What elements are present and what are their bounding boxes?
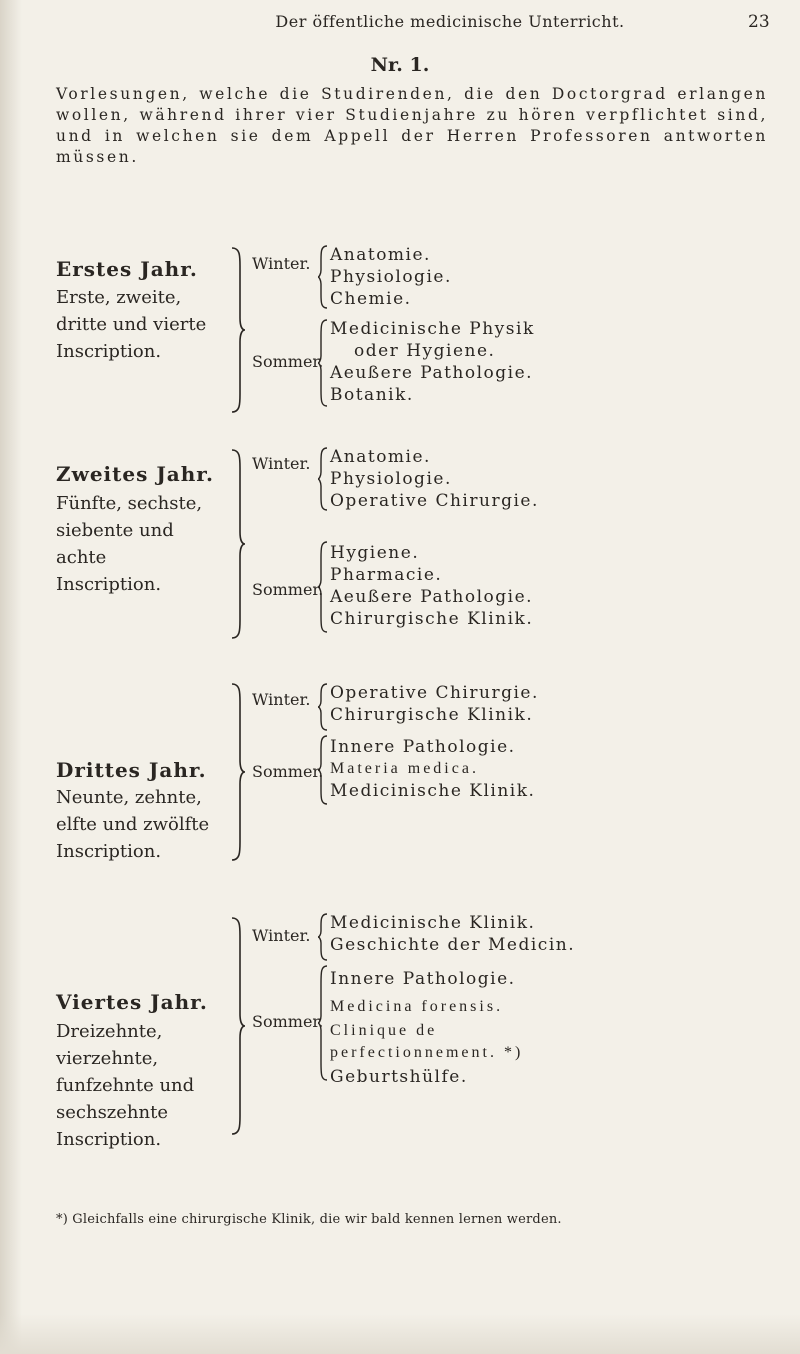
year-title: Zweites Jahr.	[56, 462, 214, 486]
season-summer: Sommer.	[252, 1012, 324, 1031]
subject-item: Medicinische Klinik.	[330, 913, 536, 933]
year-brace	[230, 246, 246, 414]
subject-item: Clinique de perfectionnement. *)	[330, 1022, 524, 1061]
subject-item: Medicinische Klinik.	[330, 781, 536, 801]
winter-brace	[317, 244, 329, 310]
year-title: Erstes Jahr.	[56, 257, 198, 281]
subject-item: Physiologie.	[330, 267, 452, 287]
subject-item: Medicina forensis.	[330, 998, 504, 1015]
winter-subjects	[330, 446, 539, 512]
winter-subjects	[330, 244, 452, 310]
summer-brace	[317, 318, 329, 408]
summer-subjects	[330, 736, 535, 802]
subject-item: oder Hygiene.	[354, 341, 496, 361]
season-winter: Winter.	[252, 254, 311, 273]
footnote: *) Gleichfalls eine chirurgische Klinik, die wir bald kennen lernen werden.	[56, 1212, 562, 1227]
year-title: Drittes Jahr.	[56, 758, 207, 782]
season-winter: Winter.	[252, 926, 311, 945]
year-brace	[230, 448, 246, 640]
subject-item: Anatomie.	[330, 245, 431, 265]
subject-item: Geschichte der Medicin.	[330, 935, 576, 955]
subject-item: Chirurgische Klinik.	[330, 705, 534, 725]
subject-item: Medicinische Physik	[330, 319, 535, 339]
summer-subjects	[330, 542, 533, 630]
year-block	[56, 447, 716, 650]
winter-subjects	[330, 912, 575, 956]
year-brace	[230, 916, 246, 1136]
year-title: Viertes Jahr.	[56, 990, 208, 1014]
subject-item: Aeußere Pathologie.	[330, 363, 534, 383]
subject-item: Anatomie.	[330, 447, 431, 467]
running-head: Der öffentliche medicinische Unterricht.	[275, 12, 625, 31]
year-description: Fünfte, sechste, siebente und achte Inscription.	[56, 493, 203, 595]
season-summer: Sommer.	[252, 762, 324, 781]
winter-subjects	[330, 682, 539, 726]
subject-item: Botanik.	[330, 385, 414, 405]
summer-brace	[317, 540, 329, 634]
winter-brace	[317, 682, 329, 732]
subject-item: Aeußere Pathologie.	[330, 587, 534, 607]
page-number: 23	[748, 12, 770, 32]
season-winter: Winter.	[252, 454, 311, 473]
year-block	[56, 245, 716, 410]
page-edge-shadow	[0, 0, 22, 1354]
year-block	[56, 913, 716, 1200]
year-brace	[230, 682, 246, 862]
winter-brace	[317, 912, 329, 962]
subject-item: Materia medica.	[330, 760, 479, 777]
year-description: Dreizehnte, vierzehnte, funfzehnte und sechszehnte Inscription.	[56, 1021, 195, 1150]
page-bottom-shadow	[0, 1314, 800, 1354]
summer-subjects	[330, 966, 540, 1091]
subject-item: Physiologie.	[330, 469, 452, 489]
season-summer: Sommer.	[252, 580, 324, 599]
subject-item: Geburtshülfe.	[330, 1067, 468, 1087]
year-block	[56, 683, 716, 862]
subject-item: Hygiene.	[330, 543, 420, 563]
subject-item: Pharmacie.	[330, 565, 443, 585]
summer-subjects	[330, 318, 535, 406]
subject-item: Operative Chirurgie.	[330, 683, 539, 703]
subject-item: Operative Chirurgie.	[330, 491, 539, 511]
subject-item: Innere Pathologie.	[330, 969, 516, 989]
page-header	[0, 12, 800, 42]
year-description: Erste, zweite, dritte und vierte Inscription.	[56, 287, 207, 362]
intro-paragraph: Vorlesungen, welche die Studirenden, die den Doctorgrad erlangen wollen, während ihrer vier Studienjahre zu hören verpflichtet sind, und in welchen sie dem Appell der Herren Professoren antworten müssen.	[56, 85, 768, 166]
subject-item: Chemie.	[330, 289, 412, 309]
summer-brace	[317, 734, 329, 806]
section-number: Nr. 1.	[370, 54, 430, 76]
subject-item: Chirurgische Klinik.	[330, 609, 534, 629]
summer-brace	[317, 964, 329, 1082]
season-summer: Sommer.	[252, 352, 324, 371]
season-winter: Winter.	[252, 690, 311, 709]
winter-brace	[317, 446, 329, 512]
subject-item: Innere Pathologie.	[330, 737, 516, 757]
year-description: Neunte, zehnte, elfte und zwölfte Inscription.	[56, 787, 210, 862]
